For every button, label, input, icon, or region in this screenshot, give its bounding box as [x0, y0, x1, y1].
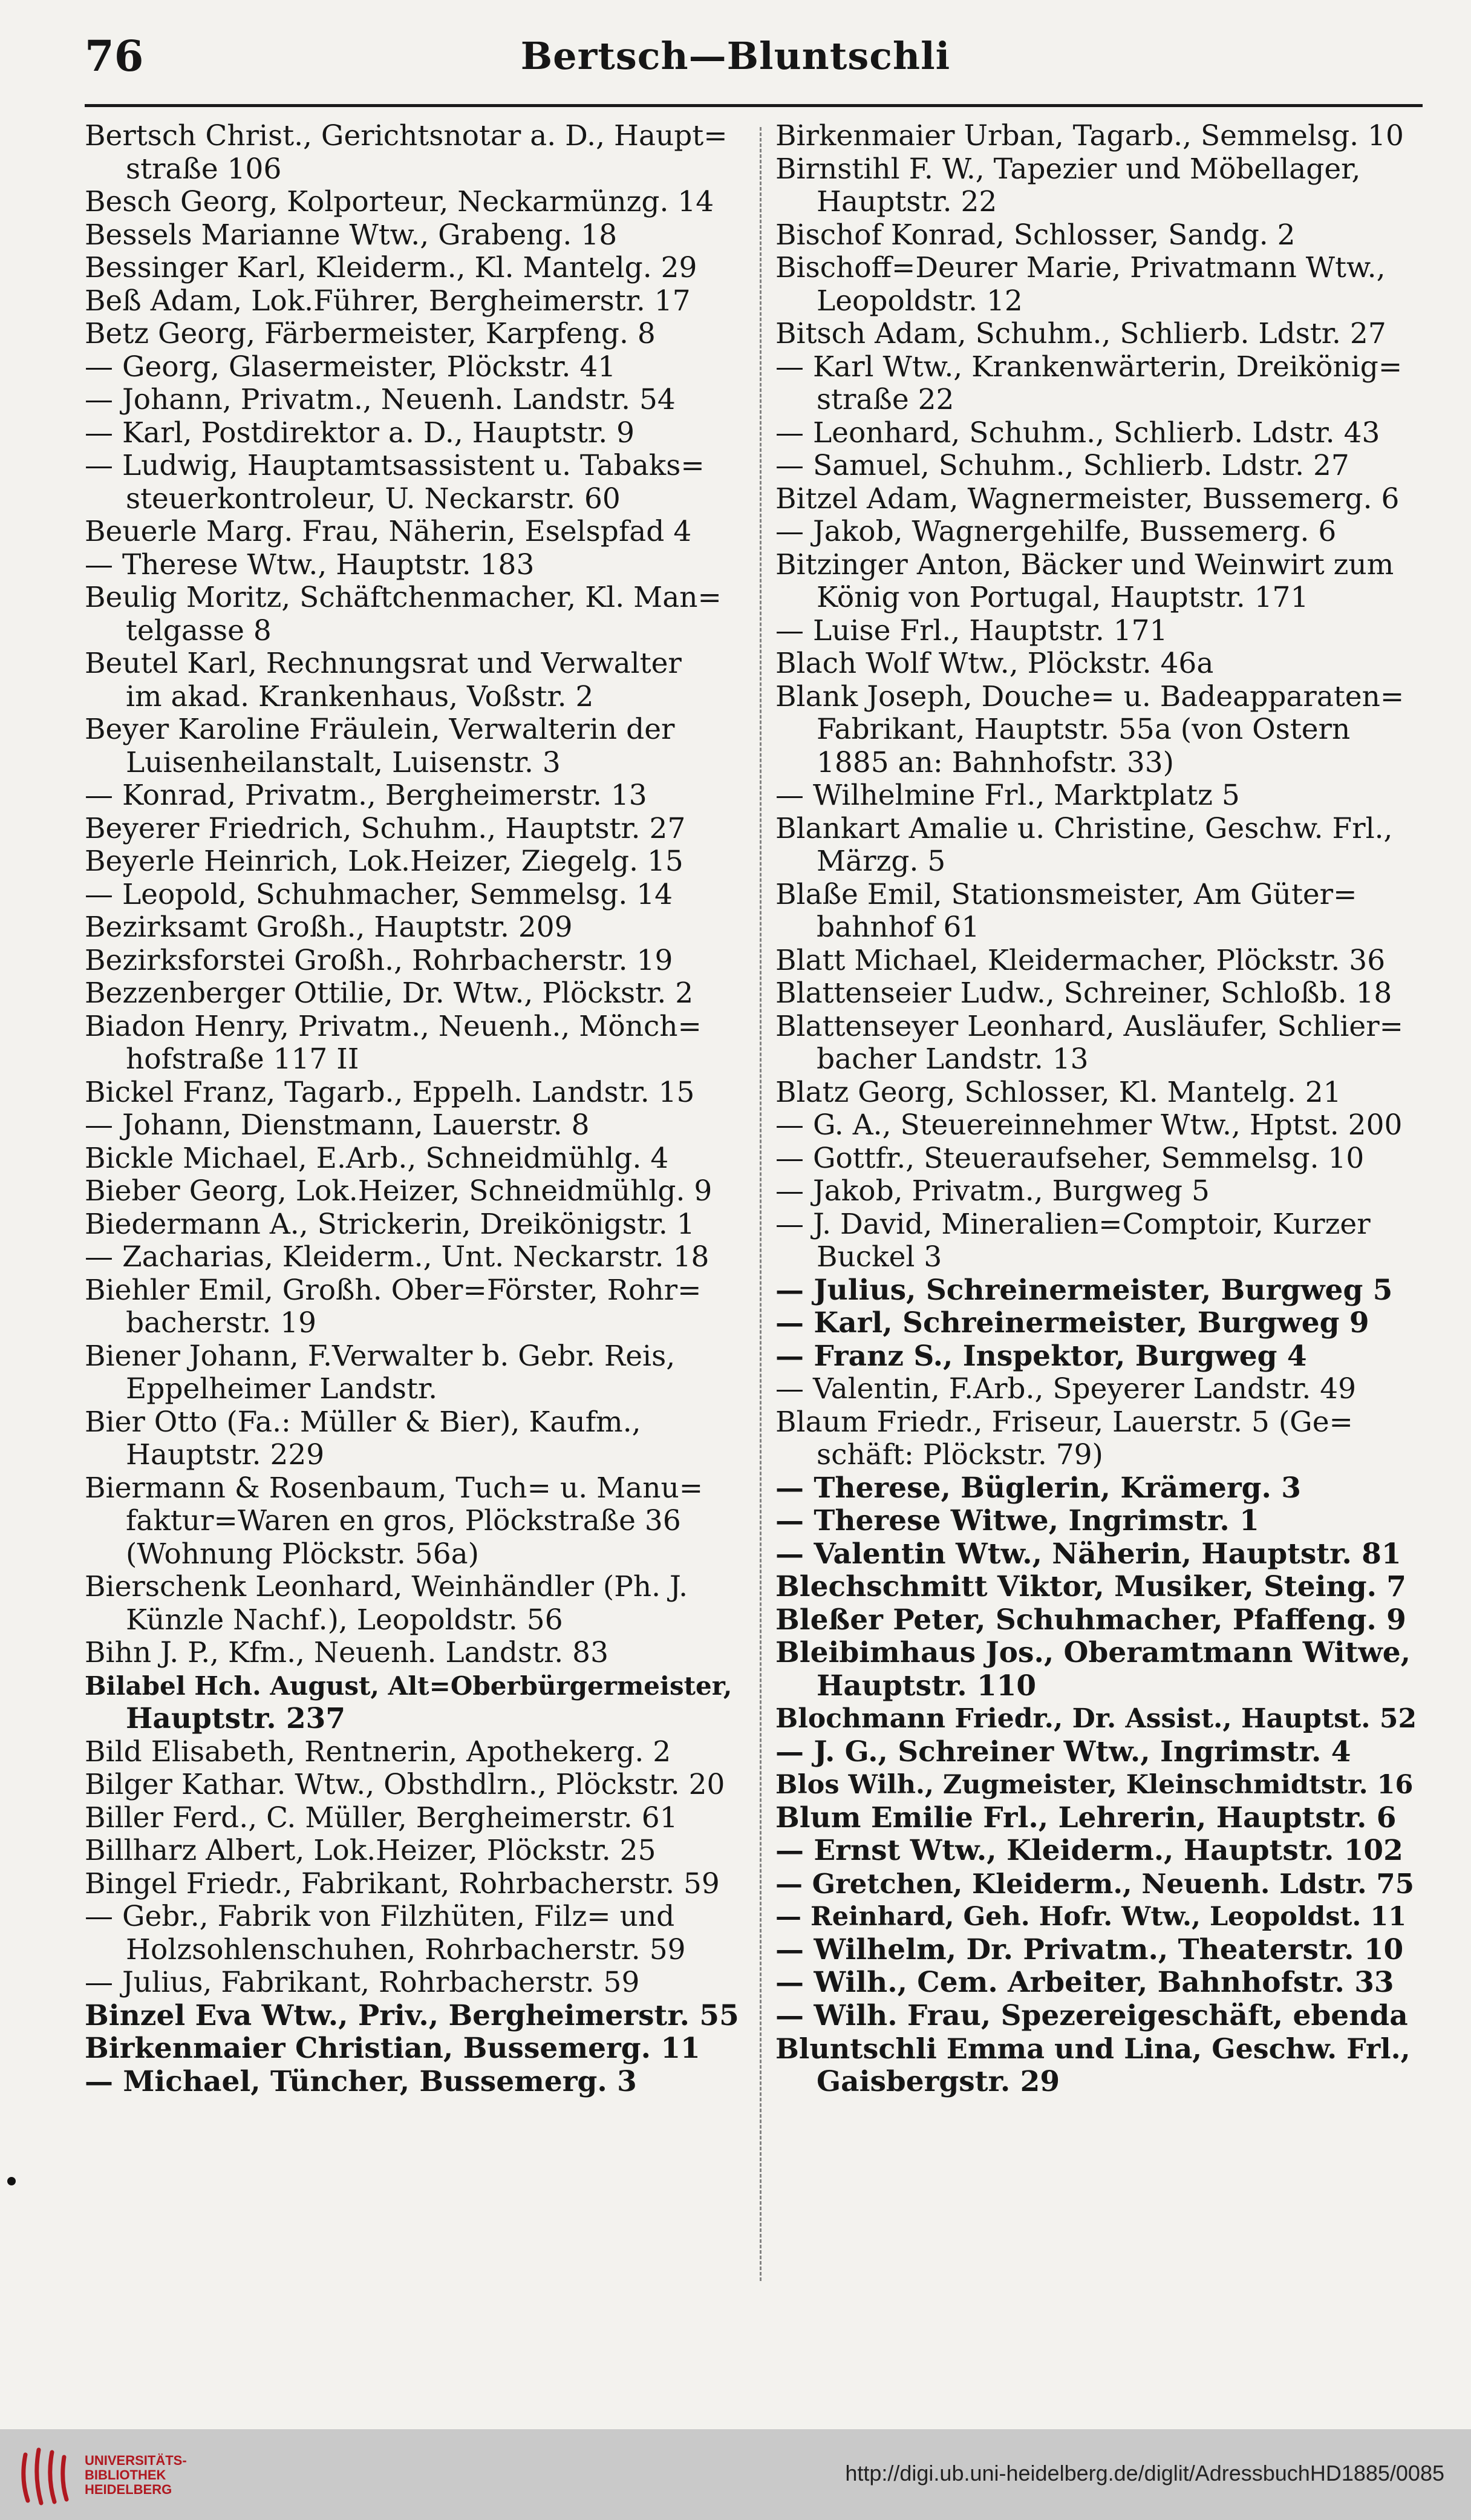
source-url-link[interactable]: http://digi.ub.uni-heidelberg.de/diglit/AdressbuchHD1885/0085 [845, 2461, 1444, 2486]
directory-entry: — Karl Wtw., Krankenwärterin, Dreikönig= [775, 350, 1403, 384]
directory-entry: Blechschmitt Viktor, Musiker, Steing. 7 [775, 1571, 1406, 1603]
entry-continuation-line: Buckel 3 [817, 1241, 942, 1274]
entry-continuation-line: steuerkontroleur, U. Neckarstr. 60 [126, 482, 621, 515]
entry-continuation-line: straße 106 [126, 152, 282, 186]
directory-entry: Billharz Albert, Lok.Heizer, Plöckstr. 25 [85, 1834, 656, 1867]
directory-entry: Bischoff=Deurer Marie, Privatmann Wtw., [775, 252, 1386, 284]
directory-entry: Bickle Michael, E.Arb., Schneidmühlg. 4 [85, 1142, 669, 1175]
running-head: Bertsch—Bluntschli [520, 34, 951, 78]
entry-continuation-line: Gaisbergstr. 29 [817, 2065, 1060, 2098]
directory-entry: Blaum Friedr., Friseur, Lauerstr. 5 (Ge= [775, 1406, 1353, 1439]
directory-entry: Beyer Karoline Fräulein, Verwalterin der [85, 713, 675, 746]
directory-entry: Birkenmaier Christian, Bussemerg. 11 [85, 2032, 700, 2065]
directory-entry: Bertsch Christ., Gerichtsnotar a. D., Haupt= [85, 120, 728, 152]
directory-entry: — Gretchen, Kleiderm., Neuenh. Ldstr. 75 [775, 1867, 1415, 1900]
entry-continuation-line: Leopoldstr. 12 [817, 284, 1023, 318]
entry-continuation-line: bahnhof 61 [817, 911, 980, 944]
directory-entry: Biadon Henry, Privatm., Neuenh., Mönch= [85, 1010, 702, 1043]
directory-entry: — Franz S., Inspektor, Burgweg 4 [775, 1340, 1307, 1373]
directory-entry: Beuerle Marg. Frau, Näherin, Eselspfad 4 [85, 515, 692, 548]
entry-continuation-line: Luisenheilanstalt, Luisenstr. 3 [126, 746, 561, 779]
library-logo-icon [15, 2443, 73, 2510]
directory-entry: — Wilh., Cem. Arbeiter, Bahnhofstr. 33 [775, 1966, 1394, 1999]
directory-entry: — G. A., Steuereinnehmer Wtw., Hptst. 200 [775, 1109, 1403, 1142]
entry-continuation-line: (Wohnung Plöckstr. 56a) [126, 1537, 479, 1571]
footer-bar [0, 2429, 1471, 2520]
directory-entry: — Wilhelmine Frl., Marktplatz 5 [775, 779, 1240, 812]
entry-continuation-line: Holzsohlenschuhen, Rohrbacherstr. 59 [126, 1933, 686, 1966]
column-divider [760, 127, 763, 2281]
directory-entry: Blach Wolf Wtw., Plöckstr. 46a [775, 647, 1214, 680]
directory-entry: — Jakob, Privatm., Burgweg 5 [775, 1175, 1210, 1208]
directory-entry: Bitsch Adam, Schuhm., Schlierb. Ldstr. 27 [775, 318, 1386, 350]
directory-entry: Beß Adam, Lok.Führer, Bergheimerstr. 17 [85, 284, 691, 318]
entry-continuation-line: bacher Landstr. 13 [817, 1043, 1089, 1076]
directory-entry: Bitzel Adam, Wagnermeister, Bussemerg. 6 [775, 482, 1400, 515]
directory-entry: — Karl, Postdirektor a. D., Hauptstr. 9 [85, 416, 635, 450]
directory-entry: Blatt Michael, Kleidermacher, Plöckstr. 36 [775, 944, 1386, 977]
directory-entry: — Karl, Schreinermeister, Burgweg 9 [775, 1307, 1369, 1340]
entry-continuation-line: Hauptstr. 229 [126, 1439, 325, 1471]
entry-continuation-line: Künzle Nachf.), Leopoldstr. 56 [126, 1603, 563, 1637]
directory-entry: — Gottfr., Steueraufseher, Semmelsg. 10 [775, 1142, 1365, 1175]
directory-entry: Blankart Amalie u. Christine, Geschw. Frl., [775, 812, 1393, 845]
directory-entry: — Therese Witwe, Ingrimstr. 1 [775, 1505, 1259, 1537]
entry-continuation-line: Märzg. 5 [817, 845, 946, 878]
directory-entry: — Reinhard, Geh. Hofr. Wtw., Leopoldst. 11 [775, 1902, 1407, 1932]
directory-entry: Bitzinger Anton, Bäcker und Weinwirt zum [775, 548, 1394, 581]
directory-entry: Beyerer Friedrich, Schuhm., Hauptstr. 27 [85, 812, 686, 845]
directory-entry: — Valentin Wtw., Näherin, Hauptstr. 81 [775, 1537, 1401, 1571]
left-column [85, 120, 744, 2411]
directory-entry: Blank Joseph, Douche= u. Badeapparaten= [775, 680, 1404, 713]
entry-continuation-line: Fabrikant, Hauptstr. 55a (von Ostern [817, 713, 1351, 746]
directory-entry: — Samuel, Schuhm., Schlierb. Ldstr. 27 [775, 450, 1349, 482]
directory-entry: Bleibimhaus Jos., Oberamtmann Witwe, [775, 1637, 1411, 1669]
directory-entry: Bessels Marianne Wtw., Grabeng. 18 [85, 218, 618, 252]
directory-entry: Bieber Georg, Lok.Heizer, Schneidmühlg. 9 [85, 1175, 713, 1208]
header-rule [85, 104, 1423, 107]
right-column [775, 120, 1417, 2411]
entry-continuation-line: schäft: Plöckstr. 79) [817, 1439, 1103, 1471]
directory-entry: Bierschenk Leonhard, Weinhändler (Ph. J. [85, 1571, 688, 1603]
directory-entry: — Leopold, Schuhmacher, Semmelsg. 14 [85, 878, 673, 911]
entry-continuation-line: hofstraße 117 II [126, 1043, 359, 1076]
directory-entry: — Julius, Fabrikant, Rohrbacherstr. 59 [85, 1966, 640, 1999]
directory-entry: Beyerle Heinrich, Lok.Heizer, Ziegelg. 15 [85, 845, 683, 878]
directory-entry: Birnstihl F. W., Tapezier und Möbellager, [775, 152, 1361, 186]
entry-continuation-line: Hauptstr. 237 [126, 1703, 346, 1735]
directory-entry: — Johann, Privatm., Neuenh. Landstr. 54 [85, 384, 676, 416]
page-number: 76 [85, 31, 144, 81]
directory-entry: Bleßer Peter, Schuhmacher, Pfaffeng. 9 [775, 1603, 1406, 1637]
entry-continuation-line: König von Portugal, Hauptstr. 171 [817, 581, 1309, 614]
directory-entry: — Therese, Büglerin, Krämerg. 3 [775, 1471, 1301, 1505]
directory-entry: Birkenmaier Urban, Tagarb., Semmelsg. 10 [775, 120, 1404, 152]
directory-entry: — Julius, Schreinermeister, Burgweg 5 [775, 1274, 1393, 1307]
directory-entry: Blos Wilh., Zugmeister, Kleinschmidtstr. 16 [775, 1770, 1414, 1800]
directory-entry: — Gebr., Fabrik von Filzhüten, Filz= und [85, 1900, 675, 1933]
entry-continuation-line: telgasse 8 [126, 614, 272, 647]
directory-entry: Bezirksforstei Großh., Rohrbacherstr. 19 [85, 944, 673, 977]
directory-entry: — Johann, Dienstmann, Lauerstr. 8 [85, 1109, 590, 1142]
directory-entry: — Therese Wtw., Hauptstr. 183 [85, 548, 535, 581]
library-name-line: BIBLIOTHEK [85, 2467, 166, 2482]
directory-entry: — Wilhelm, Dr. Privatm., Theaterstr. 10 [775, 1933, 1404, 1966]
directory-entry: Bilabel Hch. August, Alt=Oberbürgermeister, [85, 1671, 732, 1701]
directory-entry: Bezirksamt Großh., Hauptstr. 209 [85, 911, 573, 944]
directory-entry: Bier Otto (Fa.: Müller & Bier), Kaufm., [85, 1406, 641, 1439]
entry-continuation-line: Hauptstr. 22 [817, 186, 997, 218]
directory-entry: Bickel Franz, Tagarb., Eppelh. Landstr. 15 [85, 1076, 695, 1109]
directory-entry: — Michael, Tüncher, Bussemerg. 3 [85, 2065, 637, 2098]
entry-continuation-line: 1885 an: Bahnhofstr. 33) [817, 746, 1175, 779]
directory-entry: Biehler Emil, Großh. Ober=Förster, Rohr= [85, 1274, 702, 1307]
directory-entry: Bingel Friedr., Fabrikant, Rohrbacherstr. 59 [85, 1867, 720, 1900]
directory-entry: Bessinger Karl, Kleiderm., Kl. Mantelg. 29 [85, 252, 697, 284]
directory-entry: Beulig Moritz, Schäftchenmacher, Kl. Man= [85, 581, 722, 614]
directory-entry: Biermann & Rosenbaum, Tuch= u. Manu= [85, 1471, 703, 1505]
entry-continuation-line: bacherstr. 19 [126, 1307, 316, 1340]
entry-continuation-line: im akad. Krankenhaus, Voßstr. 2 [126, 680, 594, 713]
margin-mark [7, 2177, 16, 2185]
directory-entry: — Georg, Glasermeister, Plöckstr. 41 [85, 350, 616, 384]
entry-continuation-line: straße 22 [817, 384, 954, 416]
directory-entry: Blatz Georg, Schlosser, Kl. Mantelg. 21 [775, 1076, 1342, 1109]
directory-entry: Biedermann A., Strickerin, Dreikönigstr. 1 [85, 1208, 695, 1241]
directory-entry: Beutel Karl, Rechnungsrat und Verwalter [85, 647, 682, 680]
directory-entry: — Leonhard, Schuhm., Schlierb. Ldstr. 43 [775, 416, 1380, 450]
directory-entry: — J. David, Mineralien=Comptoir, Kurzer [775, 1208, 1371, 1241]
directory-entry: Biener Johann, F.Verwalter b. Gebr. Reis, [85, 1340, 676, 1373]
entry-continuation-line: Hauptstr. 110 [817, 1669, 1037, 1703]
directory-entry: Blaße Emil, Stationsmeister, Am Güter= [775, 878, 1357, 911]
directory-entry: — Luise Frl., Hauptstr. 171 [775, 614, 1168, 647]
page-header [85, 23, 1386, 96]
directory-entry: Bezzenberger Ottilie, Dr. Wtw., Plöckstr. 2 [85, 977, 694, 1010]
directory-entry: Bild Elisabeth, Rentnerin, Apothekerg. 2 [85, 1735, 671, 1769]
directory-entry: Blochmann Friedr., Dr. Assist., Hauptst. 52 [775, 1703, 1417, 1734]
directory-entry: — Wilh. Frau, Spezereigeschäft, ebenda [775, 1999, 1408, 2032]
library-name-line: HEIDELBERG [85, 2482, 172, 2497]
directory-entry: — Jakob, Wagnergehilfe, Bussemerg. 6 [775, 515, 1337, 548]
directory-entry: Bischof Konrad, Schlosser, Sandg. 2 [775, 218, 1296, 252]
directory-entry: Blattenseier Ludw., Schreiner, Schloßb. 18 [775, 977, 1392, 1010]
directory-entry: Biller Ferd., C. Müller, Bergheimerstr. 61 [85, 1801, 678, 1834]
library-name [85, 2453, 187, 2497]
directory-entry: — Ludwig, Hauptamtsassistent u. Tabaks= [85, 450, 705, 482]
library-name-line: UNIVERSITÄTS- [85, 2453, 187, 2468]
directory-entry: Bihn J. P., Kfm., Neuenh. Landstr. 83 [85, 1637, 608, 1669]
entry-continuation-line: faktur=Waren en gros, Plöckstraße 36 [126, 1505, 681, 1537]
directory-entry: Bilger Kathar. Wtw., Obsthdlrn., Plöckstr. 20 [85, 1769, 725, 1801]
entry-continuation-line: Eppelheimer Landstr. [126, 1373, 438, 1406]
directory-entry: — Zacharias, Kleiderm., Unt. Neckarstr. 18 [85, 1241, 709, 1274]
directory-entry: Binzel Eva Wtw., Priv., Bergheimerstr. 55 [85, 1999, 739, 2032]
directory-entry: — Ernst Wtw., Kleiderm., Hauptstr. 102 [775, 1834, 1403, 1867]
directory-entry: Blum Emilie Frl., Lehrerin, Hauptstr. 6 [775, 1801, 1397, 1834]
directory-entry: Betz Georg, Färbermeister, Karpfeng. 8 [85, 318, 656, 350]
directory-entry: — Konrad, Privatm., Bergheimerstr. 13 [85, 779, 647, 812]
directory-entry: Blattenseyer Leonhard, Ausläufer, Schlier= [775, 1010, 1404, 1043]
directory-entry: — J. G., Schreiner Wtw., Ingrimstr. 4 [775, 1735, 1351, 1769]
directory-entry: — Valentin, F.Arb., Speyerer Landstr. 49 [775, 1373, 1357, 1406]
directory-entry: Besch Georg, Kolporteur, Neckarmünzg. 14 [85, 186, 714, 218]
directory-entry: Bluntschli Emma und Lina, Geschw. Frl., [775, 2032, 1411, 2065]
